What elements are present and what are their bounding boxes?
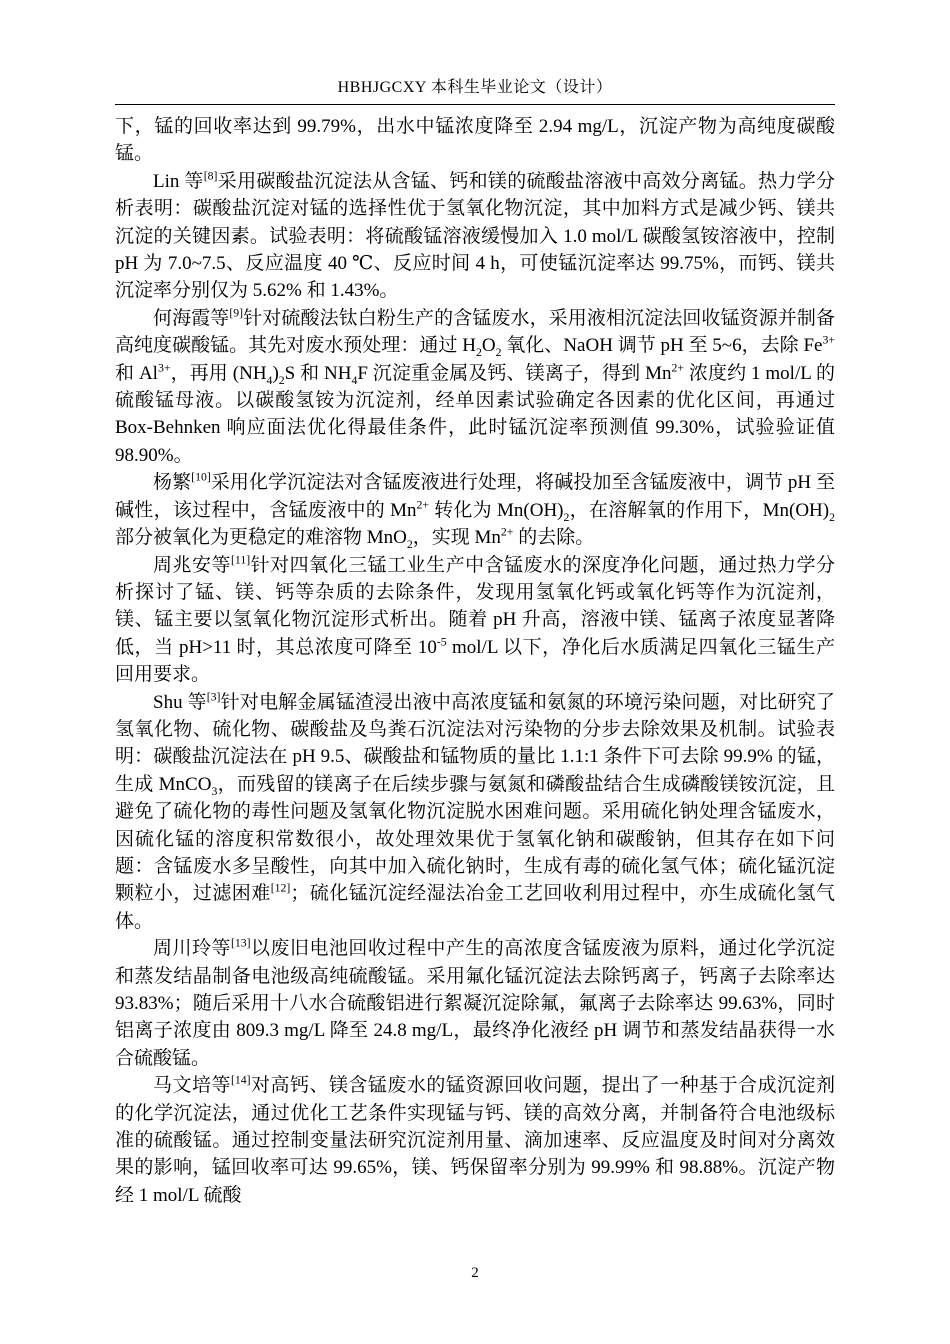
- document-body: [115, 113, 835, 1209]
- subscript-text: 2: [495, 346, 502, 360]
- subscript-text: 2: [278, 373, 285, 387]
- page-number: 2: [471, 1265, 479, 1281]
- subscript-text: 2: [406, 537, 413, 551]
- subscript-text: 4: [266, 373, 273, 387]
- superscript-reference: [10]: [191, 470, 211, 484]
- page-header: [115, 74, 835, 105]
- paragraph: Lin 等[8]采用碳酸盐沉淀法从含锰、钙和镁的硫酸盐溶液中高效分离锰。热力学分析表明：碳酸盐沉淀对锰的选择性优于氢氧化物沉淀，其中加料方式是减少钙、镁共沉淀的关键因素。试验表明：将硫酸锰溶液缓慢加入 1.0 mol/L 碳酸氢铵溶液中，控制 pH 为 7.0~7.5、反应温度 40 ℃、反应时间 4 h，可使锰沉淀率达 99.75%，而钙、镁共沉淀率分别仅为 5.62% 和 1.43%。: [115, 169, 835, 302]
- paragraph: Shu 等[3]针对电解金属锰渣浸出液中高浓度锰和氨氮的环境污染问题，对比研究了氢氧化物、硫化物、碳酸盐及鸟粪石沉淀法对污染物的分步去除效果及机制。试验表明：碳酸盐沉淀法在 pH 9.5、碳酸盐和锰物质的量比 1.1:1 条件下可去除 99.9% 的锰，生成 MnCO$_3$，而残留的镁离子在后续步骤与氨氮和磷酸盐结合生成磷酸镁铵沉淀，且避免了硫化物的毒性问题及氢氧化物沉淀脱水困难问题。采用硫化钠处理含锰废水，因硫化锰的溶度积常数很小，故处理效果优于氢氧化钠和碳酸钠，但其存在如下问题：含锰废水多呈酸性，向其中加入硫化钠时，生成有毒的硫化氢气体；硫化锰沉淀颗粒小，过滤困难[12]；硫化锰沉淀经湿法冶金工艺回收利用过程中，亦生成硫化氢气体。: [115, 690, 835, 932]
- paragraph: 马文培等[14]对高钙、镁含锰废水的锰资源回收问题，提出了一种基于合成沉淀剂的化学沉淀法，通过优化工艺条件实现锰与钙、镁的高效分离，并制备符合电池级标准的硫酸锰。通过控制变量法研究沉淀剂用量、滴加速率、反应温度及时间对分离效果的影响，锰回收率可达 99.65%，镁、钙保留率分别为 99.99% 和 98.88%。沉淀产物经 1 mol/L 硫酸: [115, 1073, 835, 1206]
- header-title: HBHJGCXY 本科生毕业论文（设计）: [337, 79, 613, 96]
- paragraph: 下，锰的回收率达到 99.79%，出水中锰浓度降至 2.94 mg/L，沉淀产物为高纯度碳酸锰。: [115, 116, 835, 165]
- subscript-text: 2: [475, 346, 482, 360]
- superscript-reference: 2+: [500, 525, 514, 539]
- subscript-text: 3: [211, 784, 218, 798]
- superscript-reference: [14]: [230, 1073, 251, 1087]
- superscript-reference: [8]: [203, 169, 218, 183]
- paragraph: 周兆安等[11]针对四氧化三锰工业生产中含锰废水的深度净化问题，通过热力学分析探讨了锰、镁、钙等杂质的去除条件，发现用氢氧化钙或氧化钙等作为沉淀剂，镁、锰主要以氢氧化物沉淀形式析出。随着 pH 升高，溶液中镁、锰离子浓度显著降低，当 pH>11 时，其总浓度可降至 $10^{-5}$ mol/L 以下，净化后水质满足四氧化三锰生产回用要求。: [115, 553, 835, 686]
- superscript-reference: [9]: [229, 306, 244, 320]
- paragraph: 周川玲等[13]以废旧电池回收过程中产生的高浓度含锰废液为原料，通过化学沉淀和蒸发结晶制备电池级高纯硫酸锰。采用氟化锰沉淀法去除钙离子，钙离子去除率达 93.83%；随后采用十八水合硫酸铝进行絮凝沉淀除氟，氟离子去除率达 99.63%，同时铝离子浓度由 809.3 mg/L 降至 24.8 mg/L，最终净化液经 pH 调节和蒸发结晶获得一水合硫酸锰。: [115, 936, 835, 1069]
- paragraph: 杨繁[10]采用化学沉淀法对含锰废液进行处理，将碱投加至含锰废液中，调节 pH 至碱性，该过程中，含锰废液中的 $Mn^{2+}$ 转化为 $Mn(OH)_2$，在溶解氧的作用下，$Mn(OH)_2$ 部分被氧化为更稳定的难溶物 MnO$_2$，实现 $Mn^{2+}$ 的去除。: [115, 470, 835, 551]
- paragraph: 何海霞等[9]针对硫酸法钛白粉生产的含锰废水，采用液相沉淀法回收锰资源并制备高纯度碳酸锰。其先对废水预处理：通过 $H_2O_2$ 氧化、NaOH 调节 pH 至 5~6，去除 $Fe^{3+}$ 和 $Al^{3+}$，再用 $(NH_4)_2S$ 和 $NH_4F$ 沉淀重金属及钙、镁离子，得到 $Mn^{2+}$ 浓度约 1 mol/L 的硫酸锰母液。以碳酸氢铵为沉淀剂，经单因素试验确定各因素的优化区间，再通过 Box-Behnken 响应面法优化得最佳条件，此时锰沉淀率预测值 99.30%，试验验证值 98.90%。: [115, 306, 835, 466]
- page-footer: [0, 1265, 950, 1282]
- superscript-reference: 3+: [822, 333, 835, 347]
- superscript-reference: 2+: [671, 361, 685, 375]
- subscript-text: 2: [563, 510, 570, 524]
- superscript-reference: [12]: [270, 882, 291, 896]
- superscript-reference: [3]: [206, 690, 221, 704]
- superscript-reference: -5: [436, 635, 447, 649]
- superscript-reference: [11]: [230, 553, 251, 567]
- subscript-text: 4: [351, 373, 358, 387]
- superscript-reference: 3+: [157, 361, 171, 375]
- superscript-reference: [13]: [230, 936, 251, 950]
- subscript-text: 2: [829, 510, 835, 524]
- superscript-reference: 2+: [416, 498, 430, 512]
